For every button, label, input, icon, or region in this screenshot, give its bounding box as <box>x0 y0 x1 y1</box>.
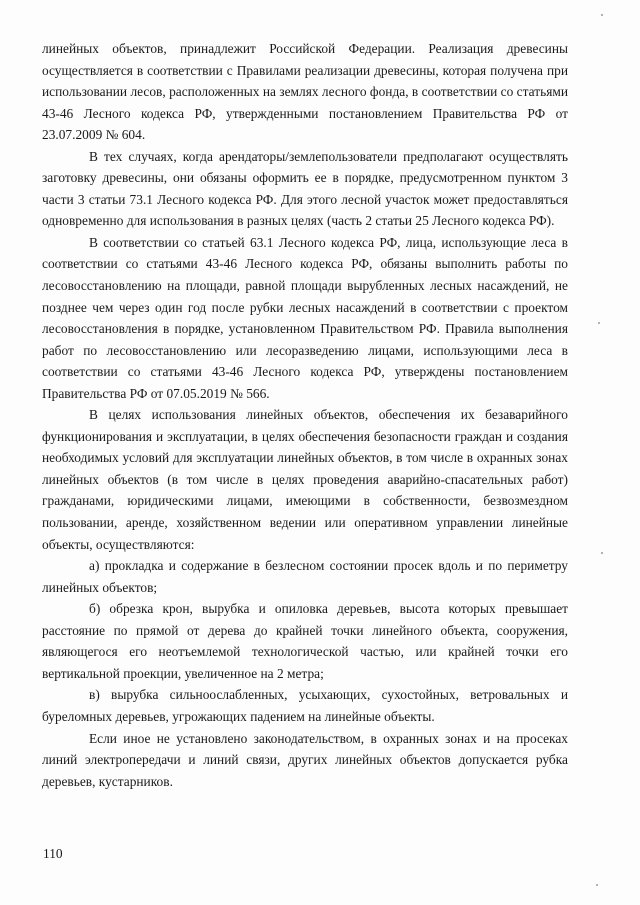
list-item-b-crown-trimming: б) обрезка крон, вырубка и опиловка деревьев, высота которых превышает расстояние по прямой от дерева до крайней точки линейного объекта, сооружения, являющегося его неотъемлемой технологической частью, или крайней точки его вертикальной проекции, увеличенное на 2 метра; <box>42 601 568 681</box>
page-number: 110 <box>43 846 63 861</box>
paragraph-protection-zones: Если иное не установлено законодательством, в охранных зонах и на просеках линий электропередачи и линий связи, других линейных объектов допускается рубка деревьев, кустарников. <box>42 730 568 789</box>
scan-artifact-mark <box>601 14 603 16</box>
document-body <box>42 38 568 792</box>
paragraph-timber-sale: линейных объектов, принадлежит Российской Федерации. Реализация древесины осуществляется в соответствии с Правилами реализации древесины, которая получена при использовании лесов, расположенных на землях лесного фонда, в соответствии со статьями 43-46 Лесного кодекса РФ, утвержденными постановлением Правительства РФ от 23.07.2009 № 604. <box>42 41 568 143</box>
scan-artifact-mark <box>601 552 603 554</box>
paragraph-linear-objects-purposes: В целях использования линейных объектов, обеспечения их безаварийного функционирования и эксплуатации, в целях обеспечения безопасности граждан и создания необходимых условий для эксплуатации линейных объектов, в том числе в охранных зонах линейных объектов (в том числе в целях проведения аварийно-спасательных работ) гражданами, юридическими лицами, имеющими в собственности, безвозмездном пользовании, аренде, хозяйственном ведении или оперативном управлении линейные объекты, осуществляются: <box>42 407 568 552</box>
list-item-c-felling-weakened-trees: в) вырубка сильноослабленных, усыхающих, сухостойных, ветровальных и буреломных деревьев, угрожающих падением на линейные объекты. <box>42 687 568 724</box>
scan-artifact-mark <box>596 884 598 886</box>
scan-artifact-mark <box>598 322 600 324</box>
list-item-a-clearings: а) прокладка и содержание в безлесном состоянии просек вдоль и по периметру линейных объектов; <box>42 558 568 595</box>
paragraph-reforestation: В соответствии со статьей 63.1 Лесного кодекса РФ, лица, использующие леса в соответствии со статьями 43-46 Лесного кодекса РФ, обязаны выполнить работы по лесовосстановлению на площади, равной площади вырубленных лесных насаждений, не позднее чем через один год после рубки лесных насаждений в соответствии с проектом лесовосстановления в порядке, установленном Правительством РФ. Правила выполнения работ по лесовосстановлению или лесоразведению лицами, использующими леса в соответствии со статьями 43-46 Лесного кодекса РФ, утверждены постановлением Правительства РФ от 07.05.2019 № 566. <box>42 234 568 401</box>
paragraph-timber-harvesting: В тех случаях, когда арендаторы/землепользователи предполагают осуществлять заготовку древесины, они обязаны оформить ее в порядке, предусмотренном пунктом 3 части 3 статьи 73.1 Лесного кодекса РФ. Для этого лесной участок может предоставляться одновременно для использования в разных целях (часть 2 статьи 25 Лесного кодекса РФ). <box>42 148 568 229</box>
